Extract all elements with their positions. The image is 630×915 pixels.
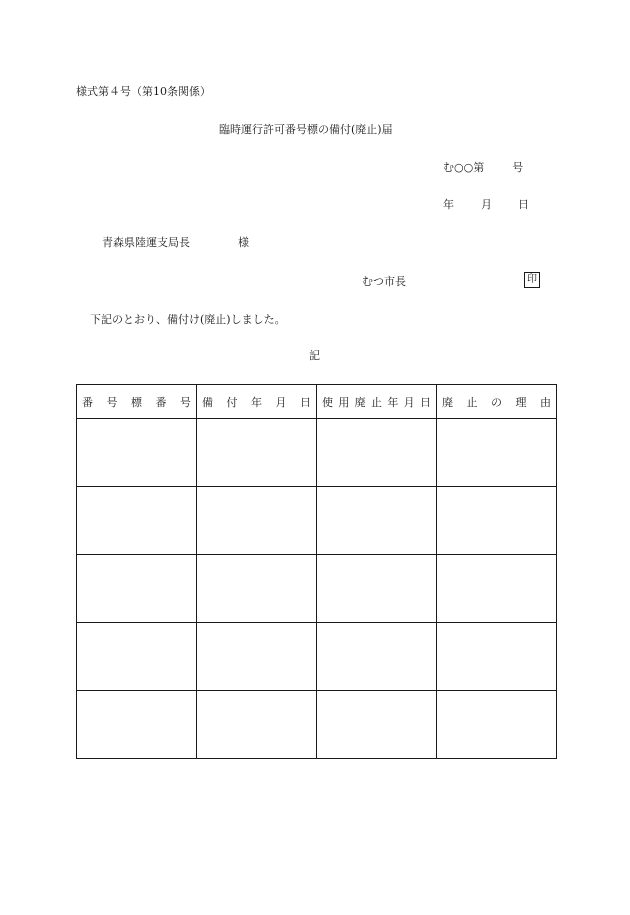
header-char: 廃 (442, 395, 453, 409)
table-header-row (77, 385, 557, 419)
table-cell[interactable] (317, 691, 437, 759)
table-cell[interactable] (437, 419, 557, 487)
table-body (77, 419, 557, 759)
header-label (437, 394, 556, 410)
header-install-date (197, 385, 317, 419)
header-plate-number (77, 385, 197, 419)
table-cell[interactable] (437, 555, 557, 623)
table-row (77, 555, 557, 623)
date-year: 年 (443, 198, 454, 211)
header-reason (437, 385, 557, 419)
header-char: 標 (131, 395, 142, 409)
header-char: 日 (419, 395, 431, 409)
sender-name: むつ市長 (362, 275, 406, 288)
header-char: 止 (370, 395, 382, 409)
header-label (317, 394, 436, 410)
header-char: の (491, 395, 502, 409)
header-char: 備 (202, 395, 213, 409)
table-cell[interactable] (317, 555, 437, 623)
table-cell[interactable] (317, 623, 437, 691)
header-char: 月 (275, 395, 287, 409)
table-row (77, 623, 557, 691)
table-cell[interactable] (77, 691, 197, 759)
table-cell[interactable] (197, 487, 317, 555)
header-char: 用 (338, 395, 350, 409)
body-text: 下記のとおり、備付け(廃止)しました。 (90, 313, 286, 326)
table-cell[interactable] (197, 691, 317, 759)
table-row (77, 691, 557, 759)
header-char: 月 (403, 395, 415, 409)
header-discontinue-date (317, 385, 437, 419)
table-cell[interactable] (77, 487, 197, 555)
table-cell[interactable] (197, 555, 317, 623)
header-char: 止 (466, 395, 478, 409)
header-char: 年 (251, 395, 262, 409)
date-line (443, 199, 529, 210)
reference-suffix: 号 (512, 161, 524, 174)
form-number: 様式第４号（第10条関係） (76, 85, 211, 98)
table-cell[interactable] (77, 555, 197, 623)
header-char: 日 (300, 395, 311, 409)
table-row (77, 419, 557, 487)
table-cell[interactable] (77, 623, 197, 691)
header-char: 付 (226, 395, 238, 409)
header-label (197, 394, 316, 410)
header-char: 号 (180, 395, 191, 409)
header-char: 使 (322, 395, 333, 409)
reference-number (443, 162, 523, 173)
header-char: 番 (82, 395, 93, 409)
header-char: 番 (155, 395, 167, 409)
table-cell[interactable] (77, 419, 197, 487)
table-cell[interactable] (197, 623, 317, 691)
header-char: 号 (106, 395, 118, 409)
header-char: 理 (515, 395, 527, 409)
seal-stamp: 印 (524, 272, 540, 288)
addressee-honorific: 様 (238, 236, 249, 249)
records-table (76, 384, 557, 759)
header-char: 由 (540, 395, 551, 409)
table-cell[interactable] (317, 419, 437, 487)
reference-prefix: む○○第 (443, 161, 485, 174)
table-cell[interactable] (317, 487, 437, 555)
document-title: 臨時運行許可番号標の備付(廃止)届 (219, 123, 393, 136)
table-cell[interactable] (437, 487, 557, 555)
addressee (102, 237, 249, 248)
table-cell[interactable] (437, 623, 557, 691)
header-label (77, 394, 196, 410)
date-month: 月 (481, 198, 492, 211)
date-day: 日 (518, 198, 529, 211)
addressee-name: 青森県陸運支局長 (102, 236, 190, 249)
table-cell[interactable] (437, 691, 557, 759)
header-char: 廃 (354, 395, 366, 409)
table-cell[interactable] (197, 419, 317, 487)
table-row (77, 487, 557, 555)
ki-heading: 記 (309, 349, 320, 362)
header-char: 年 (387, 395, 399, 409)
